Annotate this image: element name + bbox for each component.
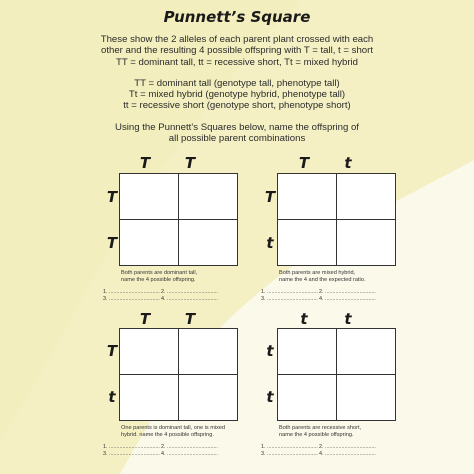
answer-blank[interactable]: 4. ..................................: [161, 296, 218, 302]
caption-line: Both parents are mixed hybrid,: [279, 270, 356, 276]
answer-lines: [103, 444, 233, 450]
answer-lines: [103, 451, 233, 457]
intro-line: Tt = mixed hybrid (genotype hybrid, phenotype tall): [128, 89, 346, 101]
answer-blank[interactable]: 3. ..................................: [103, 451, 160, 457]
answer-blank[interactable]: 3. ..................................: [261, 296, 318, 302]
answer-blank[interactable]: 1. ..................................: [261, 289, 318, 295]
answer-blank[interactable]: 2. ..................................: [319, 444, 376, 450]
left-allele: t: [266, 388, 274, 406]
top-allele: t: [344, 310, 352, 328]
left-allele: T: [106, 234, 118, 252]
caption-line: name the 4 possible offspring.: [121, 277, 196, 283]
answer-blank[interactable]: 1. ..................................: [103, 289, 160, 295]
answer-blank[interactable]: 2. ..................................: [161, 289, 218, 295]
page-title: Punnett’s Square: [163, 8, 311, 26]
answer-blank[interactable]: 1. ..................................: [261, 444, 318, 450]
caption-line: One parents is dominant tall, one is mixed: [121, 425, 226, 431]
caption-line: Both parents are recessive short,: [279, 425, 362, 431]
top-allele: T: [139, 310, 151, 328]
intro-line: TT = dominant tall, tt = recessive short, Tt = mixed hybrid: [116, 56, 358, 68]
intro-line: Using the Punnett’s Squares below, name the offspring of: [115, 121, 359, 133]
answer-blank[interactable]: 3. ..................................: [261, 451, 318, 457]
answer-lines: [103, 296, 233, 302]
punnett-grid: [277, 328, 396, 421]
intro-line: other and the resulting 4 possible offspring with T = tall, t = short: [101, 45, 373, 57]
caption-line: hybrid. name the 4 possible offspring.: [121, 432, 214, 438]
answer-lines: [261, 296, 391, 302]
punnett-grid: [277, 173, 396, 266]
top-allele: T: [139, 154, 151, 172]
left-allele: t: [108, 388, 116, 406]
answer-lines: [261, 289, 391, 295]
left-allele: T: [106, 188, 118, 206]
answer-lines: [261, 451, 391, 457]
question-caption: [121, 270, 241, 284]
top-allele: T: [298, 154, 310, 172]
caption-line: Both parents are dominant tall,: [121, 270, 198, 276]
answer-blank[interactable]: 3. ..................................: [103, 296, 160, 302]
left-allele: t: [266, 342, 274, 360]
top-allele: T: [184, 154, 196, 172]
top-allele: T: [184, 310, 196, 328]
left-allele: T: [264, 188, 276, 206]
answer-lines: [261, 444, 391, 450]
question-caption: [279, 270, 399, 284]
caption-line: name the 4 and the expected ratio.: [279, 277, 366, 283]
top-allele: t: [344, 154, 352, 172]
intro-text: [40, 34, 434, 144]
intro-line: TT = dominant tall (genotype tall, phenotype tall): [134, 77, 340, 89]
top-allele: t: [300, 310, 308, 328]
intro-line: These show the 2 alleles of each parent plant crossed with each: [100, 34, 374, 45]
answer-blank[interactable]: 4. ..................................: [161, 451, 218, 457]
punnett-grid: [119, 328, 238, 421]
left-allele: t: [266, 234, 274, 252]
answer-blank[interactable]: 2. ..................................: [161, 444, 218, 450]
caption-line: name the 4 possible offspring.: [279, 432, 354, 438]
answer-blank[interactable]: 2. ..................................: [319, 289, 376, 295]
answer-blank[interactable]: 4. ..................................: [319, 296, 376, 302]
intro-line: tt = recessive short (genotype short, phenotype short): [123, 100, 351, 112]
left-allele: T: [106, 342, 118, 360]
question-caption: [121, 425, 241, 439]
question-caption: [279, 425, 399, 439]
answer-blank[interactable]: 4. ..................................: [319, 451, 376, 457]
answer-blank[interactable]: 1. ..................................: [103, 444, 160, 450]
intro-line: all possible parent combinations: [168, 133, 306, 145]
answer-lines: [103, 289, 233, 295]
punnett-grid: [119, 173, 238, 266]
